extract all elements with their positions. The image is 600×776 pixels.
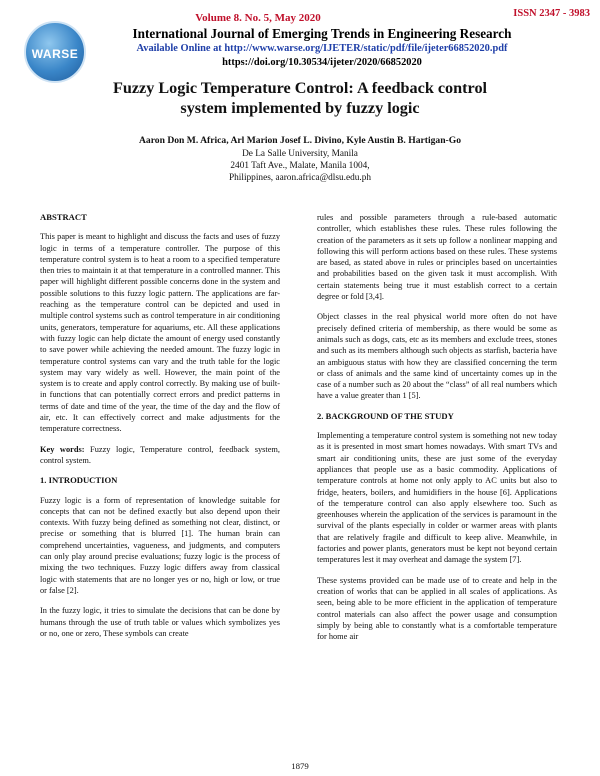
warse-logo — [24, 21, 86, 83]
background-paragraph-1: Implementing a temperature control system is something not new today as it is presented in most smart homes nowadays. With smart TVs and smart air conditioning units, these are just some of the everyday appliances that people use as a basic commodity. Applications of temperature controls at home not only apply to AC units but also to fridge, heaters, boilers, and humidifiers in the house [6]. Applications of the temperature control can also apply elsewhere too. Such as greenhouses wherein the application of the services is paramount in the survival of the plants especially in colder or warmer areas with plants that are relatively fragile and difficult to keep alive. Meanwhile, in factories and power plants, generators must be kept not beyond certain temperatures lest it may overheat and damage the system [7]. — [317, 431, 557, 565]
journal-title: International Journal of Emerging Trends in Engineering Research — [132, 26, 512, 41]
volume-line: Volume 8. No. 5, May 2020 — [195, 12, 321, 24]
affiliation-line-1: De La Salle University, Manila — [242, 149, 358, 159]
abstract-heading: ABSTRACT — [40, 212, 87, 222]
keywords-label: Key words: — [40, 444, 85, 454]
issn-label: ISSN 2347 - 3983 — [513, 8, 590, 19]
author-list: Aaron Don M. Africa, Arl Marion Josef L. Divino, Kyle Austin B. Hartigan-Go — [138, 135, 461, 146]
available-online-link[interactable]: Available Online at http://www.warse.org/IJETER/static/pdf/file/ijeter66852020.pdf — [136, 43, 508, 54]
background-paragraph-2: These systems provided can be made use of to create and help in the creation of works that can be applied in all scales of applications. As seen, being able to be more efficient in the application of temperature control materials can also affect the power usage and consumption simply by being able to constantly what is a comfortable temperature for home air — [317, 575, 557, 642]
keywords-text: Fuzzy logic, Temperature control, feedback system, control system. — [40, 444, 280, 465]
title-line-1: Fuzzy Logic Temperature Control: A feedback control — [112, 79, 488, 97]
right-paragraph-2: Object classes in the real physical world more often do not have precisely defined criteria of membership, as there would be some as animals such as dogs, cats, etc as its members and exclude trees, stones and such as its members although such objects as starfish, bacteria have an ambiguous status with how they are classified concerning the term or class of animals and the same kind of uncertainty comes up in the case of a number such as 20 about the “class” of all real numbers which have a value greater than 1 [5]. — [317, 312, 557, 401]
logo-text: WARSE — [31, 47, 79, 61]
affiliation-line-3: Philippines, aaron.africa@dlsu.edu.ph — [228, 173, 372, 183]
introduction-heading: 1. INTRODUCTION — [40, 475, 118, 486]
affiliation-line-2: 2401 Taft Ave., Malate, Manila 1004, — [230, 161, 370, 171]
title-line-2: system implemented by fuzzy logic — [180, 99, 420, 117]
introduction-paragraph-2: In the fuzzy logic, it tries to simulate the decisions that can be done by humans through the use of truth table or values which symbolizes yes or no, one or zero, These symbols can create — [40, 606, 280, 638]
abstract-text: This paper is meant to highlight and discuss the facts and uses of fuzzy logic in terms of a temperature controller. The purpose of this temperature control system is to heat a room to a specified temperature then tries to maintain it at that temperature in a controlled manner. This paper will highlight different possible concerns done in the system and possible solutions to this fuzzy logic pattern. The applications are far-reaching as the temperature control can be depicted and used in multiple control systems such as control temperature in air conditioning units, generators, temperature for aquariums, etc. All these applications with fuzzy logic can help dictate the amount of energy used constantly to save power while achieving the needed amount. The fuzzy logic in temperature control systems can vary and the truth table for the logic system may vary widely as well. However, the main point of the system is to create and apply control correctly. By making use of built-in functions that can potentially correct errors and predict patterns in terms of date and time of the year, the time of the day and the flow of air, etc. It can effectively correct and make adjustments for the temperature correctness. — [40, 232, 280, 434]
introduction-paragraph-1: Fuzzy logic is a form of representation of knowledge suitable for concepts that can not be defined exactly but also depend upon their contexts. With fuzzy being defined as something not clear, distinct, or precise or something that is blurred [1]. The human brain can comprehend uncertainties, vagueness, and judgments, and computers can only play around precise evaluations; fuzzy logic is the process of mixing the two techniques. Fuzzy logic differs away from classical logic with statements that are no longer yes or no, high or low, or true or false [2]. — [40, 495, 280, 595]
right-column — [317, 212, 557, 651]
right-paragraph-1: rules and possible parameters through a rule-based automatic controller, which establishes these rules. These rules following the creation of the parameters as it sets up follow a nonlinear mapping and following this will perform actions based on these rules. These systems are based, as stated above in rules or principles based on uncertainties and probabilities based on the given task it must accomplish. With certain statements being true it must establish correct to a certain degree or fold [3,4]. — [317, 213, 557, 302]
left-column — [40, 212, 280, 648]
keywords — [40, 444, 280, 467]
paper-title — [40, 78, 560, 118]
page-number: 1879 — [291, 761, 309, 771]
doi-link[interactable]: https://doi.org/10.30534/ijeter/2020/66852020 — [222, 57, 422, 68]
background-heading: 2. BACKGROUND OF THE STUDY — [317, 410, 454, 421]
